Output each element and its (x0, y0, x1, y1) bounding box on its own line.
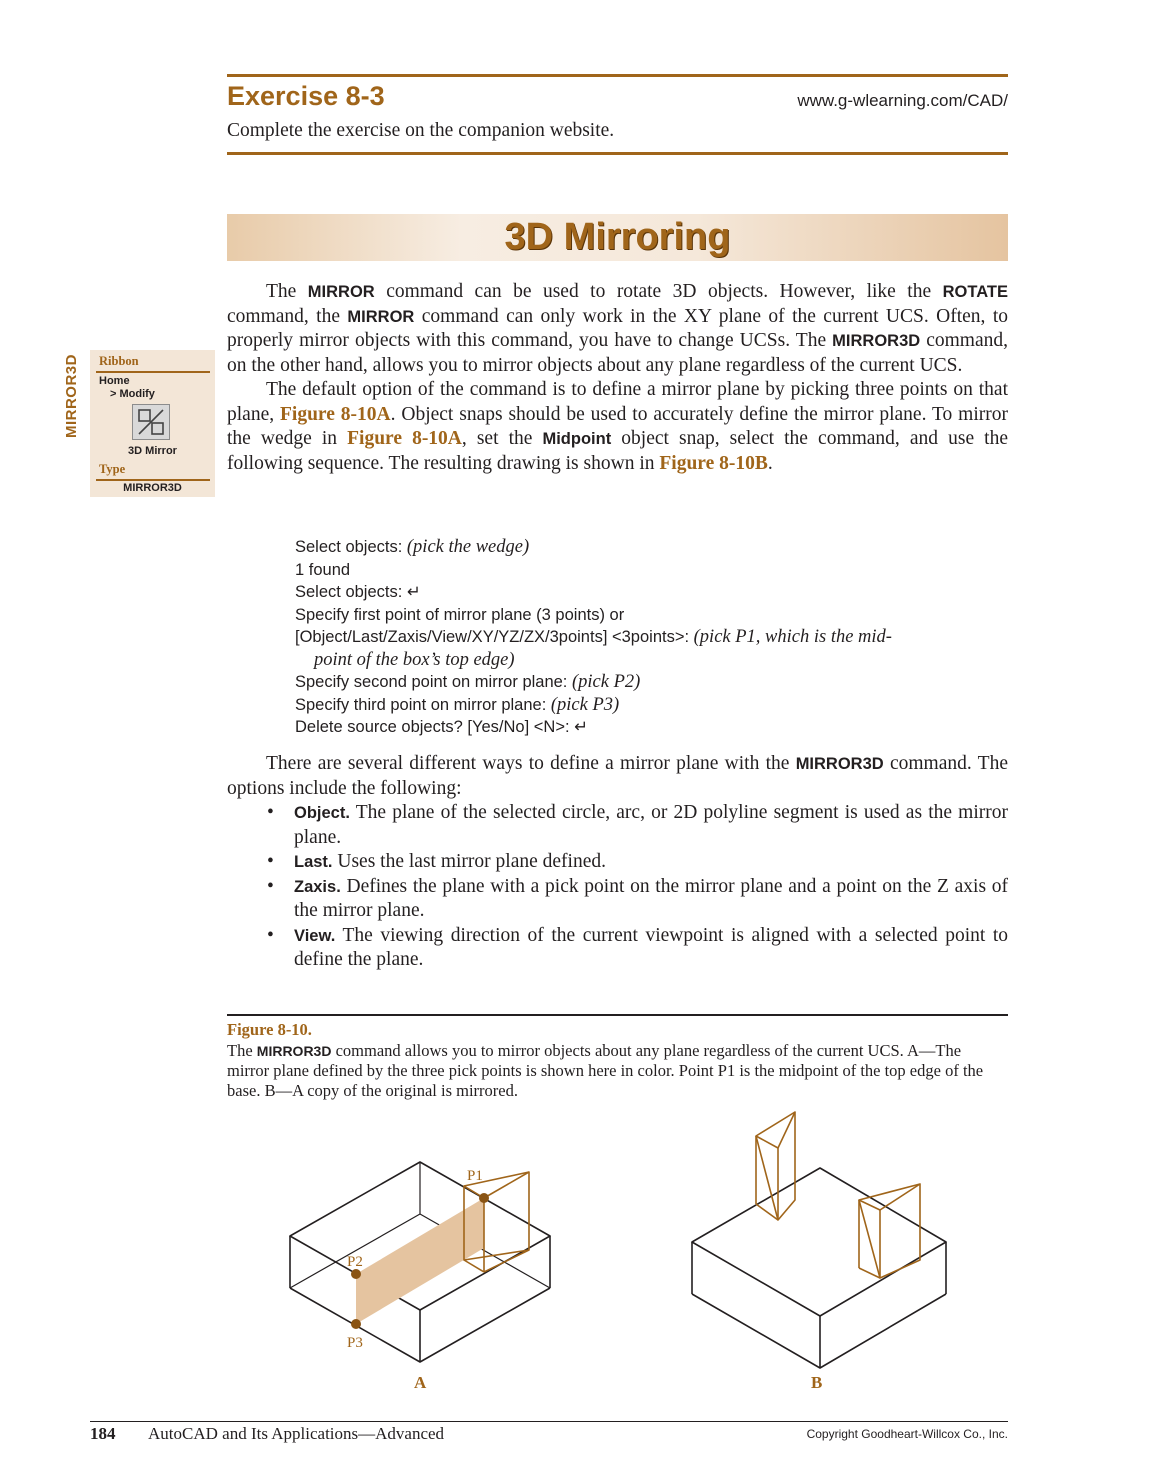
3d-mirror-button[interactable] (132, 404, 170, 440)
type-rule (96, 479, 210, 481)
figure-label-a: A (414, 1373, 427, 1392)
sequence-line: [Object/Last/Zaxis/View/XY/YZ/ZX/3points] <3points>: (pick P1, which is the mid- (295, 627, 892, 647)
figure-ref-link[interactable]: Figure 8-10B (659, 452, 768, 474)
list-item: • Zaxis. Defines the plane with a pick point on the mirror plane and a point on the Z axis of the mirror plane. (267, 875, 1008, 921)
sequence-line: Select objects: ↵ (295, 583, 421, 601)
sequence-line: Select objects: (pick the wedge) (295, 537, 530, 557)
figure-ref-link[interactable]: Figure 8-10A (280, 403, 391, 425)
box-top-face (692, 1168, 946, 1316)
figure-top-rule (227, 1014, 1008, 1016)
command-sequence (295, 536, 1008, 739)
list-item: • View. The viewing direction of the current viewpoint is aligned with a selected point to define the plane. (267, 924, 1008, 970)
type-command: MIRROR3D (123, 482, 182, 494)
pick-point-p3 (351, 1319, 361, 1329)
label-p1: P1 (467, 1168, 483, 1184)
figure-label: Figure 8-10. (227, 1020, 312, 1039)
section-heading-banner (227, 214, 1008, 261)
page-number: 184 (90, 1424, 116, 1443)
paragraph-options-intro: There are several different ways to define a mirror plane with the MIRROR3D command. The options include the following: (227, 753, 1008, 799)
section-heading: 3D Mirroring (504, 216, 731, 258)
paragraph-default-option: The default option of the command is to define a mirror plane by picking three points on that plane, Figure 8-10A. Object snaps should be used to accurately define the mirror plane. To mirror the wedge in Figure 8-10A, set the Midpoint object snap, select the command, and use the following sequence. The resulting drawing is shown in Figure 8-10B. (227, 379, 1008, 474)
book-title: AutoCAD and Its Applications—Advanced (148, 1424, 445, 1443)
figure-caption: The MIRROR3D command allows you to mirror objects about any plane regardless of the current UCS. A—The mirror plane defined by the three pick points is shown here in color. Point P1 is the midpoint of the top edge of the base. B—A copy of the original is mirrored. (227, 1041, 984, 1100)
sequence-line: point of the box’s top edge) (314, 649, 515, 670)
exercise-top-rule (227, 74, 1008, 77)
sequence-line: Specify third point on mirror plane: (pick P3) (295, 694, 620, 715)
footer-rule (90, 1421, 1008, 1422)
ribbon-tab-home: Home (99, 375, 130, 387)
figure-label-b: B (811, 1373, 823, 1392)
sequence-line: 1 found (295, 560, 351, 579)
figure-8-10b-drawing (680, 1100, 950, 1400)
ribbon-panel-modify: > Modify (110, 388, 155, 400)
type-label: Type (99, 462, 126, 476)
exercise-description: Complete the exercise on the companion website. (227, 120, 615, 141)
pick-point-p1 (479, 1193, 489, 1203)
sequence-line: Specify second point on mirror plane: (pick P2) (295, 672, 641, 692)
figure-ref-link[interactable]: Figure 8-10A (347, 428, 462, 449)
pick-point-p2 (351, 1269, 361, 1279)
box-bottom-edges (692, 1294, 946, 1368)
sequence-line: Delete source objects? [Yes/No] <N>: ↵ (295, 718, 588, 736)
3d-mirror-button-label: 3D Mirror (128, 445, 177, 457)
list-item: • Object. The plane of the selected circle, arc, or 2D polyline segment is used as the mirror plane. (267, 802, 1008, 848)
sidebar-vertical-label: MIRROR3D (63, 354, 80, 439)
exercise-title: Exercise 8-3 (227, 81, 385, 111)
ribbon-label: Ribbon (99, 354, 139, 368)
wedge-edge (859, 1268, 880, 1278)
mirrored-wedge-face (859, 1184, 920, 1278)
options-list (227, 801, 1008, 973)
3d-mirror-icon (133, 405, 169, 439)
paragraph-mirror-intro: The MIRROR command can be used to rotate 3D objects. However, like the ROTATE command, the MIRROR command can only work in the XY plane of the current UCS. Often, to properly mirror objects with this command, you have to change UCSs. The MIRROR3D command, on the other hand, allows you to mirror objects about any plane regardless of the current UCS. (227, 281, 1009, 376)
original-wedge-face (756, 1112, 795, 1220)
wedge-edge (464, 1260, 484, 1272)
figure-8-10a-drawing (280, 1150, 560, 1390)
list-item: • Last. Uses the last mirror plane defined. (267, 851, 606, 872)
ribbon-rule (96, 371, 210, 373)
exercise-url[interactable]: www.g-wlearning.com/CAD/ (797, 91, 1008, 110)
sequence-line: Specify first point of mirror plane (3 points) or (295, 605, 625, 624)
command-reference-box (90, 350, 215, 497)
label-p3: P3 (347, 1335, 363, 1351)
wedge-edge (484, 1172, 529, 1198)
exercise-bottom-rule (227, 152, 1008, 155)
options-section (227, 752, 1008, 973)
copyright-notice: Copyright Goodheart-Willcox Co., Inc. (806, 1427, 1008, 1441)
label-p2: P2 (347, 1254, 363, 1270)
body-paragraphs (227, 280, 1008, 476)
wedge-edge (880, 1184, 920, 1210)
